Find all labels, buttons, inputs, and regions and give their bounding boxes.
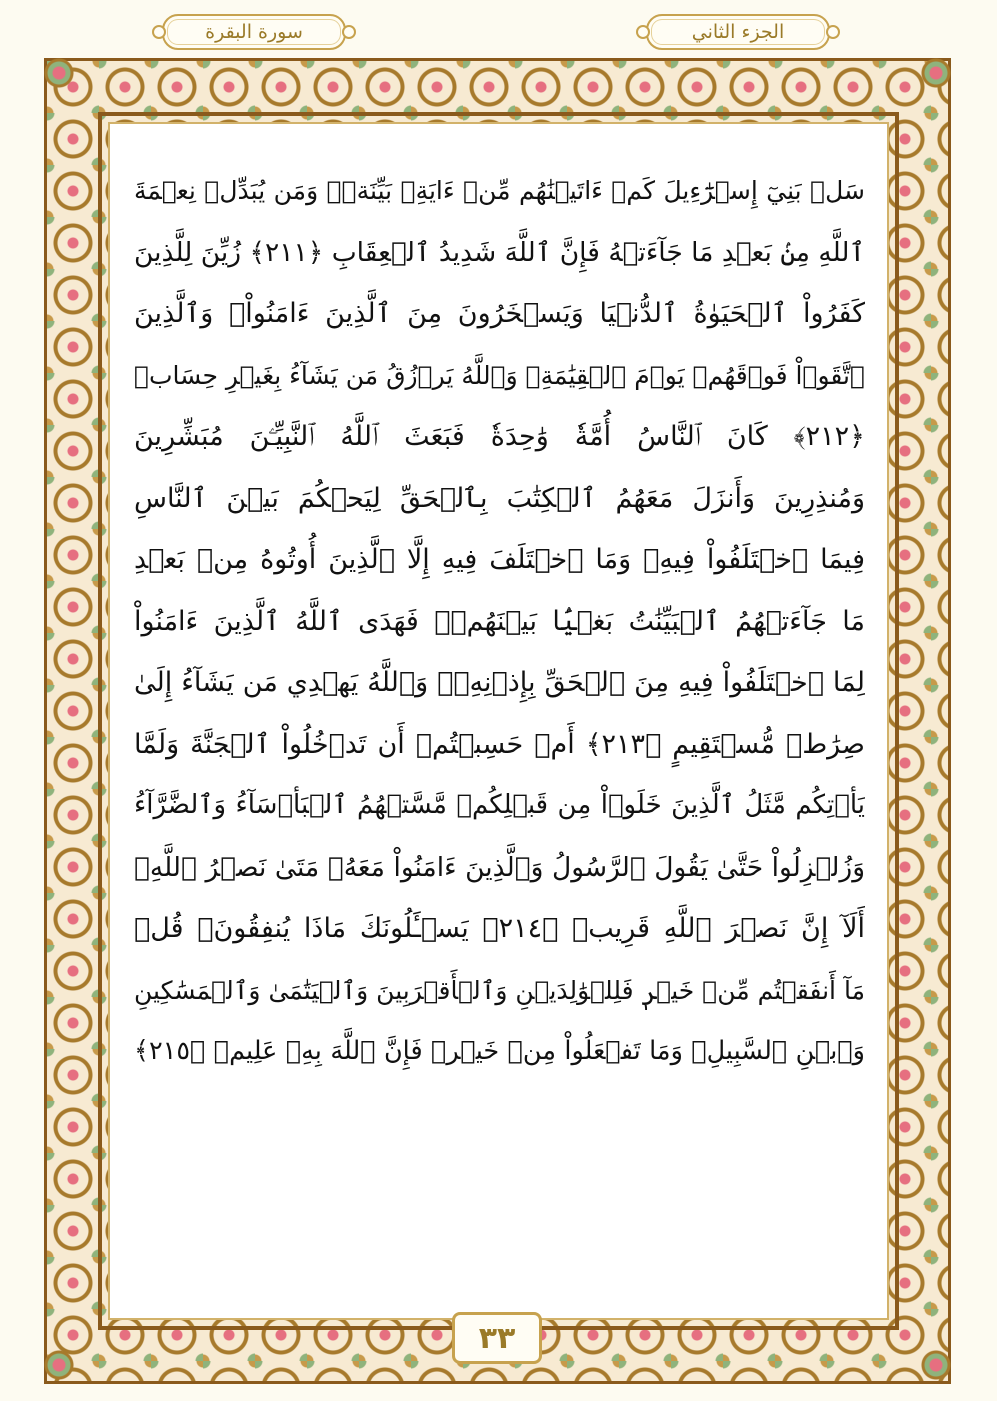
verse-line: وَزُلۡزِلُواْ حَتَّىٰ يَقُولَ ٱلرَّسُولُ وَٱلَّذِينَ ءَامَنُواْ مَعَهُۥ مَتَىٰ نَصۡرُ ٱللَّهِۗ (134, 851, 865, 883)
surah-name-label: سورة البقرة (162, 14, 346, 50)
verse-line: فِيمَا ٱخۡتَلَفُواْ فِيهِۚ وَمَا ٱخۡتَلَفَ فِيهِ إِلَّا ٱلَّذِينَ أُوتُوهُ مِنۢ بَعۡدِ (134, 544, 865, 575)
page-header (0, 8, 997, 54)
verse-line: سَلۡ بَنِيٓ إِسۡرَٰٓءِيلَ كَمۡ ءَاتَيۡنَٰهُم مِّنۡ ءَايَةِۭ بَيِّنَةٖۗ وَمَن يُبَدِّلۡ نِعۡمَةَ (134, 176, 865, 205)
verse-line: أَلَآ إِنَّ نَصۡرَ ٱللَّهِ قَرِيبٞ ﴿٢١٤﴾ يَسۡـَٔلُونَكَ مَاذَا يُنفِقُونَۖ قُلۡ (134, 913, 865, 944)
verse-line: مَا جَآءَتۡهُمُ ٱلۡبَيِّنَٰتُ بَغۡيَۢا بَيۡنَهُمۡۖ فَهَدَى ٱللَّهُ ٱلَّذِينَ ءَامَنُواْ (134, 605, 865, 637)
verse-line: مَآ أَنفَقۡتُم مِّنۡ خَيۡرٖ فَلِلۡوَٰلِدَيۡنِ وَٱلۡأَقۡرَبِينَ وَٱلۡيَتَٰمَىٰ وَٱلۡمَسَٰكِينِ (134, 975, 865, 1005)
corner-ornament-icon (917, 54, 955, 92)
text-panel (108, 122, 889, 1320)
verse-line: ﴿٢١٢﴾ كَانَ ٱلنَّاسُ أُمَّةٗ وَٰحِدَةٗ فَبَعَثَ ٱللَّهُ ٱلنَّبِيِّـۧنَ مُبَشِّرِينَ (134, 421, 865, 452)
verse-line: ٱللَّهِ مِنۢ بَعۡدِ مَا جَآءَتۡهُ فَإِنَّ ٱللَّهَ شَدِيدُ ٱلۡعِقَابِ ﴿٢١١﴾ زُيِّنَ لِلَّذِينَ (134, 236, 865, 268)
verse-line: يَأۡتِكُم مَّثَلُ ٱلَّذِينَ خَلَوۡاْ مِن قَبۡلِكُمۖ مَّسَّتۡهُمُ ٱلۡبَأۡسَآءُ وَٱلضَّرَّآءُ (134, 790, 865, 820)
verse-line: وَمُنذِرِينَ وَأَنزَلَ مَعَهُمُ ٱلۡكِتَٰبَ بِٱلۡحَقِّ لِيَحۡكُمَ بَيۡنَ ٱلنَّاسِ (134, 482, 865, 514)
juz-name-label: الجزء الثاني (646, 14, 830, 50)
verse-line: كَفَرُواْ ٱلۡحَيَوٰةُ ٱلدُّنۡيَا وَيَسۡخَرُونَ مِنَ ٱلَّذِينَ ءَامَنُواْۘ وَٱلَّذِينَ (134, 298, 865, 329)
verse-line: وَٱبۡنِ ٱلسَّبِيلِۗ وَمَا تَفۡعَلُواْ مِنۡ خَيۡرٖ فَإِنَّ ٱللَّهَ بِهِۦ عَلِيمٞ ﴿٢١٥﴾ (134, 1036, 865, 1066)
verse-line: لِمَا ٱخۡتَلَفُواْ فِيهِ مِنَ ٱلۡحَقِّ بِإِذۡنِهِۦۗ وَٱللَّهُ يَهۡدِي مَن يَشَآءُ إِلَىٰ (134, 667, 865, 698)
corner-ornament-icon (40, 54, 78, 92)
verse-line: صِرَٰطٖ مُّسۡتَقِيمٍ ﴿٢١٣﴾ أَمۡ حَسِبۡتُمۡ أَن تَدۡخُلُواْ ٱلۡجَنَّةَ وَلَمَّا (134, 728, 865, 760)
corner-ornament-icon (917, 1346, 955, 1384)
verse-text-block (134, 160, 865, 1083)
page-number: ٣٣ (452, 1312, 542, 1364)
corner-ornament-icon (40, 1346, 78, 1384)
verse-line: ٱتَّقَوۡاْ فَوۡقَهُمۡ يَوۡمَ ٱلۡقِيَٰمَةِۗ وَٱللَّهُ يَرۡزُقُ مَن يَشَآءُ بِغَيۡرِ حِسَابٖ (134, 360, 865, 390)
